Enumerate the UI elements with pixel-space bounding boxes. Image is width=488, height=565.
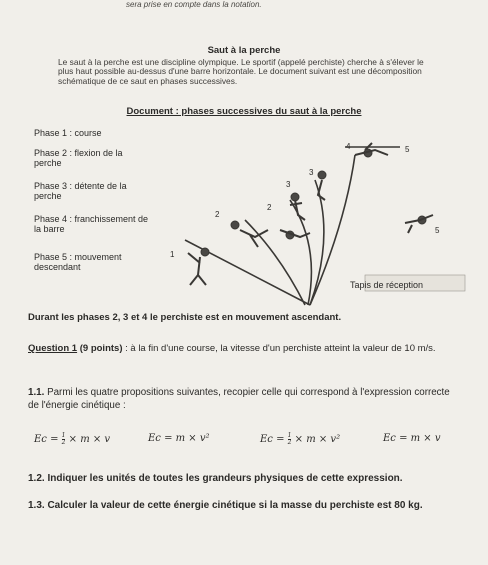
formula-option-1 [34, 433, 110, 446]
formula-3-num: 1 [287, 432, 292, 439]
formula-option-4: Ec = m × v [383, 433, 441, 444]
diagram-num-2b: 2 [267, 203, 272, 212]
diagram-num-3b: 3 [309, 168, 314, 177]
diagram-num-5b: 5 [435, 226, 440, 235]
formula-option-3 [260, 433, 340, 446]
athlete-phase-3b [318, 171, 326, 179]
formula-3-rhs: × m × v² [291, 434, 341, 445]
phase-1-label: Phase 1 : course [34, 128, 102, 138]
formula-1-num: 1 [61, 432, 66, 439]
diagram-num-4: 4 [346, 142, 351, 151]
diagram-num-2a: 2 [215, 210, 220, 219]
section-title: Saut à la perche [207, 45, 281, 56]
formula-option-2: Ec = m × v² [148, 433, 210, 444]
intro-paragraph: Le saut à la perche est une discipline olympique. Le sportif (appelé perchiste) cherche à s'élever le plus haut possible au-dessus d'une barre horizontale. Le document suivant est une décomposition schématique de ce saut en phases successives. [58, 57, 424, 86]
q1-1-text: Parmi les quatre propositions suivantes, recopier celle qui correspond à l'expression correcte de l'énergie cinétique : [28, 387, 450, 411]
question-1-points: (9 points) [79, 343, 123, 354]
question-1-2: 1.2. Indiquer les unités de toutes les grandeurs physiques de cette expression. [28, 473, 403, 484]
q1-1-number: 1.1. [28, 387, 45, 398]
question-1-3: 1.3. Calculer la valeur de cette énergie cinétique si la masse du perchiste est 80 kg. [28, 500, 423, 511]
diagram-num-1: 1 [170, 250, 175, 259]
phase-2-label: Phase 2 : flexion de la perche [34, 148, 123, 168]
formula-1-lhs: Ec = [34, 434, 62, 445]
formula-1-den: 2 [61, 439, 66, 446]
pole-phase-2 [245, 220, 305, 305]
formula-3-lhs: Ec = [260, 434, 288, 445]
formula-3-den: 2 [287, 439, 292, 446]
ascending-statement: Durant les phases 2, 3 et 4 le perchiste est en mouvement ascendant. [28, 312, 342, 323]
diagram-num-3a: 3 [286, 180, 291, 189]
athlete-phase-1 [201, 248, 209, 256]
question-1-text: : à la fin d'une course, la vitesse d'un perchiste atteint la valeur de 10 m/s. [125, 343, 436, 354]
question-1-1 [28, 386, 460, 412]
formula-1-rhs: × m × v [65, 434, 111, 445]
question-1 [28, 343, 458, 355]
phase-3-label: Phase 3 : détente de la perche [34, 181, 127, 201]
athlete-phase-2 [231, 221, 239, 229]
document-title: Document : phases successives du saut à la perche [126, 106, 362, 117]
question-1-label: Question 1 [28, 343, 78, 354]
top-note: sera prise en compte dans la notation. [126, 0, 262, 9]
diagram-num-5a: 5 [405, 145, 410, 154]
phase-4-label: Phase 4 : franchissement de la barre [34, 214, 149, 234]
phase-5-label: Phase 5 : mouvement descendant [34, 252, 122, 272]
tapis-label: Tapis de réception [350, 280, 424, 290]
athlete-phase-3 [291, 193, 299, 201]
